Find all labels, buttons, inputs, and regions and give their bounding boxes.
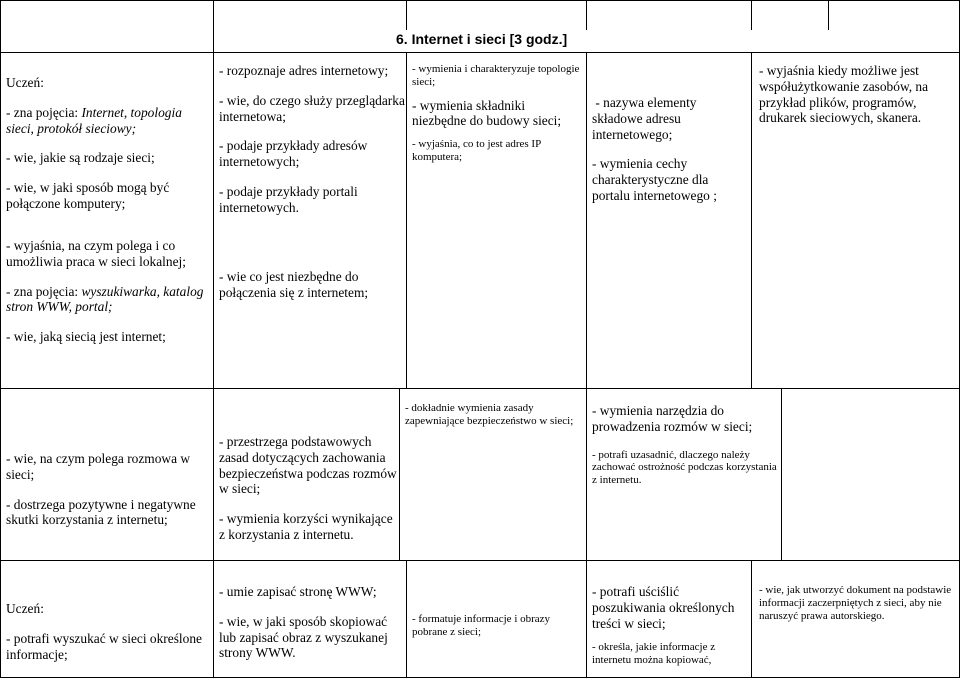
s1-col2-p3: - podaje przykłady adresów internetowych; xyxy=(219,138,368,170)
rule-s3-4 xyxy=(751,560,752,678)
s1-col4-p1: - nazywa elementy składowe adresu internetowego; xyxy=(592,95,700,142)
rule-s3-3 xyxy=(586,560,587,678)
s2-col2 xyxy=(219,434,397,543)
s1b-col1 xyxy=(6,238,211,345)
s1b-col1-p2-prefix: - zna pojęcia: xyxy=(6,283,82,299)
s1-col1-p3: - wie, w jaki sposób mogą być połączone komputery; xyxy=(6,180,170,211)
rule-section2-bottom xyxy=(0,560,960,561)
s3-col4-p2: - określa, jakie informacje z internetu można kopiować, xyxy=(592,641,716,667)
s1-col2-p2: - wie, do czego służy przeglądarka internetowa; xyxy=(219,92,405,124)
rule-s2-1 xyxy=(213,388,214,561)
s1b-col1-p1: - wyjaśnia, na czym polega i co umożliwia praca w sieci lokalnej; xyxy=(6,238,186,269)
s2-col1 xyxy=(6,451,211,528)
s2-col3 xyxy=(405,402,583,428)
s1-col1-p1 xyxy=(6,105,211,137)
s3-col5 xyxy=(759,584,956,622)
s1-col1-p1-prefix: - zna pojęcia: xyxy=(6,104,82,120)
s2-col2-p1: - przestrzega podstawowych zasad dotyczących zachowania bezpieczeństwa podczas rozmów w sieci; xyxy=(219,434,397,497)
s1-col2 xyxy=(219,63,405,216)
rule-s2-4 xyxy=(781,388,782,561)
s2-col4-p2: - potrafi uzasadnić, dlaczego należy zachować ostrożność podczas korzystania z internetu. xyxy=(592,448,777,487)
s1-col1-p1-terms: Internet, topologia sieci, protokół sieciowy; xyxy=(6,104,182,136)
s3-col4-p1: - potrafi uściślić poszukiwania określonych treści w sieci; xyxy=(592,584,735,631)
rule-top xyxy=(0,0,960,1)
s1-col3-p3: - wyjaśnia, co to jest adres IP komputera; xyxy=(412,138,541,163)
s2-col4 xyxy=(592,403,778,487)
s1b-col1-p2 xyxy=(6,284,211,316)
s1-col5 xyxy=(759,63,957,126)
s2-col1-p1: - wie, na czym polega rozmowa w sieci; xyxy=(6,451,191,482)
s3-col5-p1: - wie, jak utworzyć dokument na podstawie informacji zaczerpniętych z sieci, aby nie naruszyć prawa autorskiego. xyxy=(759,584,952,622)
s2-col2-p2: - wymienia korzyści wynikające z korzystania z internetu. xyxy=(219,511,393,542)
rule-left xyxy=(0,0,1,678)
rule-s1-3 xyxy=(586,52,587,389)
rule-s1-2 xyxy=(406,52,407,389)
rule-header-bottom xyxy=(0,52,960,53)
s3-col1 xyxy=(6,601,211,662)
s3-col2 xyxy=(219,584,405,661)
s3-col3-p1: - formatuje informacje i obrazy pobrane z sieci; xyxy=(412,613,551,638)
s1-col3 xyxy=(412,63,582,164)
rule-s3-1 xyxy=(213,560,214,678)
s1-col4-p2: - wymienia cechy charakterystyczne dla portalu internetowego ; xyxy=(592,156,717,203)
s2-col1-p2: - dostrzega pozytywne i negatywne skutki korzystania z internetu; xyxy=(6,496,196,528)
s1-col1-heading: Uczeń: xyxy=(6,75,44,90)
s1-col1 xyxy=(6,75,211,212)
s3-col4 xyxy=(592,584,749,667)
s3-col2-p2: - wie, w jaki sposób skopiować lub zapisać obraz z wyszukanej strony WWW. xyxy=(219,613,388,661)
rule-header-4 xyxy=(751,0,752,30)
rule-s1-4 xyxy=(751,52,752,389)
s1-col3-p2: - wymienia składniki niezbędne do budowy sieci; xyxy=(412,97,562,129)
s1-col4 xyxy=(592,95,747,204)
s1b-col2-p1: - wie co jest niezbędne do połączenia się z internetem; xyxy=(219,269,369,300)
rule-s2-3 xyxy=(586,388,587,561)
s3-col2-p1: - umie zapisać stronę WWW; xyxy=(219,584,377,599)
rule-header-5 xyxy=(828,0,829,30)
s3-col1-p1: - potrafi wyszukać w sieci określone informacje; xyxy=(6,630,202,662)
s1b-col1-p3: - wie, jaką siecią jest internet; xyxy=(6,329,166,345)
s1b-col1-p2-terms: wyszukiwarka, katalog stron WWW, portal; xyxy=(6,283,204,315)
s3-col1-heading: Uczeń: xyxy=(6,601,44,616)
s1-col3-p1: - wymienia i charakteryzuje topologie sieci; xyxy=(412,63,580,88)
s1-col2-p4: - podaje przykłady portali internetowych. xyxy=(219,183,358,215)
s3-col3 xyxy=(412,613,584,639)
rule-s1-1 xyxy=(213,52,214,389)
s2-col3-p1: - dokładnie wymienia zasady zapewniające bezpieczeństwo w sieci; xyxy=(405,402,574,427)
s1-col1-p2: - wie, jakie są rodzaje sieci; xyxy=(6,150,155,166)
s1b-col2 xyxy=(219,269,405,301)
s1-col2-p1: - rozpoznaje adres internetowy; xyxy=(219,63,389,78)
rule-header-3 xyxy=(586,0,587,30)
rule-s2-2 xyxy=(399,388,400,561)
section-title: 6. Internet i sieci [3 godz.] xyxy=(396,31,568,47)
rule-s3-2 xyxy=(406,560,407,678)
rule-section1-bottom xyxy=(0,388,960,389)
s1-col5-p1: - wyjaśnia kiedy możliwe jest współużytkowanie zasobów, na przykład plików, programów, drukarek sieciowych, skanera. xyxy=(759,63,929,126)
rule-header-2 xyxy=(406,0,407,30)
s2-col4-p1: - wymienia narzędzia do prowadzenia rozmów w sieci; xyxy=(592,403,753,434)
rule-header-1 xyxy=(213,0,214,53)
